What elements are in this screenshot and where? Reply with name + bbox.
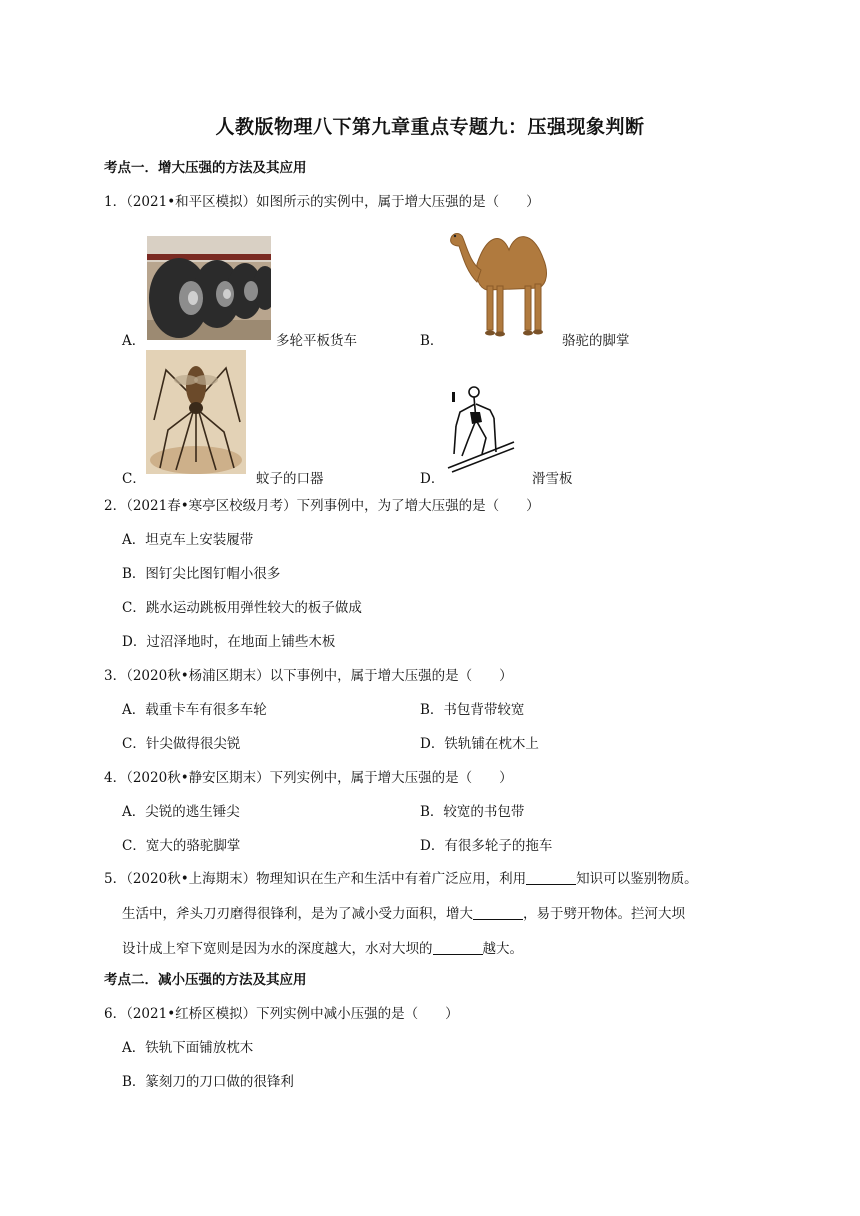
question-3-stem: 3．（2020秋•杨浦区期末）以下事例中，属于增大压强的是（ ） [104, 668, 513, 684]
q2-option-a: A．坦克车上安装履带 [122, 532, 254, 548]
q4-option-c: C．宽大的骆驼脚掌 [122, 838, 241, 854]
q4-option-b: B．较宽的书包带 [420, 804, 525, 820]
q3-option-c: C．针尖做得很尖锐 [122, 736, 241, 752]
q5-text-3a: 设计成上窄下宽则是因为水的深度越大，水对大坝的 [122, 941, 433, 957]
q3-option-a: A．载重卡车有很多车轮 [122, 702, 267, 718]
q5-text-2b: ，易于劈开物体。拦河大坝 [523, 906, 685, 922]
q1-option-b-letter: B． [420, 333, 444, 349]
q6-option-b: B．篆刻刀的刀口做的很锋利 [122, 1074, 294, 1090]
q1-option-a-letter: A． [122, 333, 146, 349]
question-6-stem: 6．（2021•红桥区模拟）下列实例中减小压强的是（ ） [104, 1006, 459, 1022]
q5-text-1b: 知识可以鉴别物质。 [576, 871, 698, 887]
q2-option-b: B．图钉尖比图钉帽小很多 [122, 566, 281, 582]
camel-image [447, 214, 555, 338]
q5-text-1a: 5．（2020秋•上海期末）物理知识在生产和生活中有着广泛应用，利用 [104, 871, 527, 887]
q4-option-a: A．尖锐的逃生锤尖 [122, 804, 240, 820]
q1-option-d-letter: D． [420, 471, 445, 487]
skier-image [446, 382, 516, 474]
question-1-stem: 1．（2021•和平区模拟）如图所示的实例中，属于增大压强的是（ ） [104, 194, 540, 210]
question-4-stem: 4．（2020秋•静安区期末）下列实例中，属于增大压强的是（ ） [104, 770, 513, 786]
q1-option-a-caption: 多轮平板货车 [276, 333, 357, 349]
question-5-line-2 [122, 902, 685, 922]
q2-option-c: C．跳水运动跳板用弹性较大的板子做成 [122, 600, 362, 616]
question-2-stem: 2．（2021春•寒亭区校级月考）下列事例中，为了增大压强的是（ ） [104, 498, 540, 514]
question-5-line-3 [122, 937, 523, 957]
q5-text-2a: 生活中，斧头刀刃磨得很锋利，是为了减小受力面积，增大 [122, 906, 473, 922]
question-5-line-1 [104, 867, 698, 887]
q3-option-d: D．铁轨铺在枕木上 [420, 736, 539, 752]
q5-text-3b: 越大。 [482, 941, 523, 957]
q5-blank-3[interactable] [433, 940, 483, 955]
q1-option-c-letter: C． [122, 471, 146, 487]
q6-option-a: A．铁轨下面铺放枕木 [122, 1040, 254, 1056]
q2-option-d: D．过沼泽地时，在地面上铺些木板 [122, 634, 336, 650]
mosquito-image [146, 350, 246, 474]
q4-option-d: D．有很多轮子的拖车 [420, 838, 553, 854]
truck-wheels-image [147, 236, 271, 340]
q3-option-b: B．书包背带较宽 [420, 702, 525, 718]
q5-blank-1[interactable] [526, 870, 576, 885]
page-title: 人教版物理八下第九章重点专题九：压强现象判断 [215, 116, 645, 138]
q5-blank-2[interactable] [473, 905, 523, 920]
q1-option-c-caption: 蚊子的口器 [256, 471, 324, 487]
section-heading-1: 考点一．增大压强的方法及其应用 [104, 160, 307, 176]
q1-option-d-caption: 滑雪板 [532, 471, 573, 487]
q1-option-b-caption: 骆驼的脚掌 [562, 333, 630, 349]
section-heading-2: 考点二．减小压强的方法及其应用 [104, 972, 307, 988]
